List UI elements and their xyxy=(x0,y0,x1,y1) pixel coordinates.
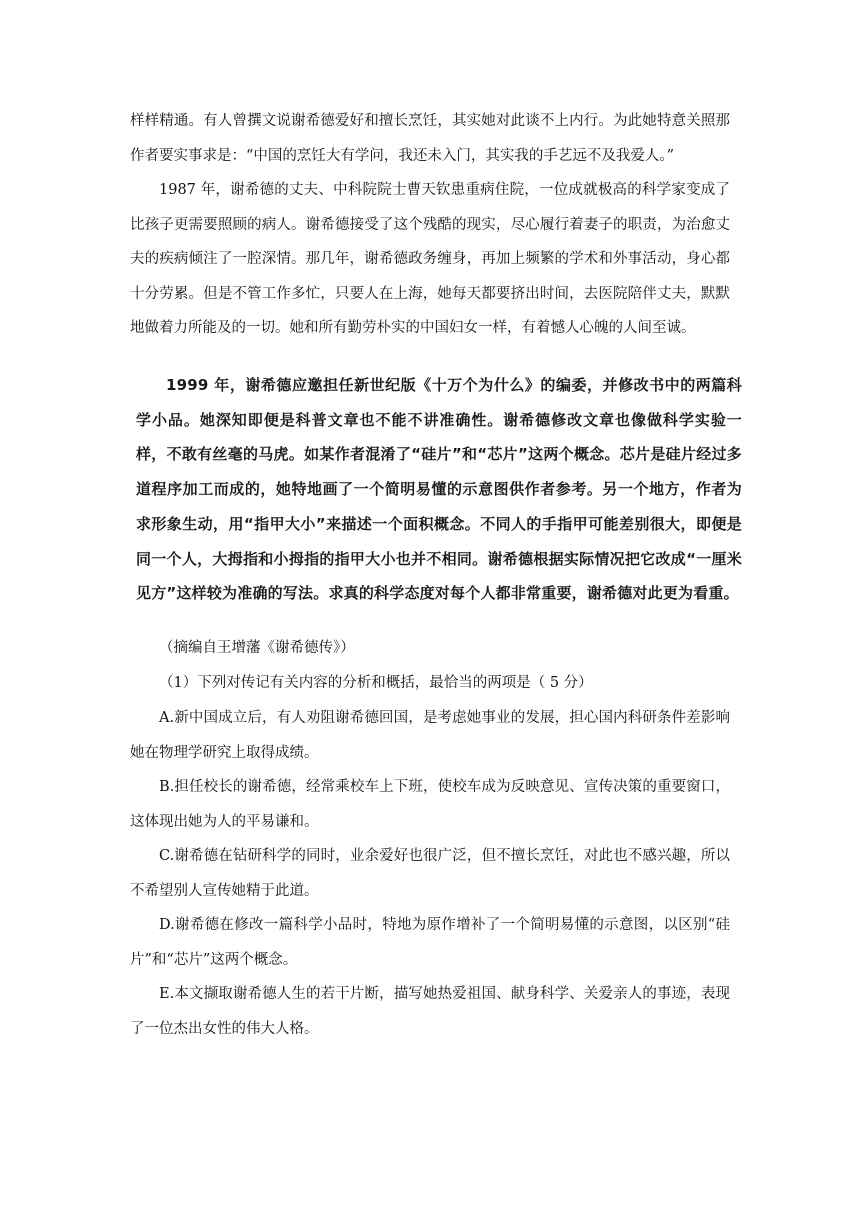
option-a: A.新中国成立后，有人劝阻谢希德回国，是考虑她事业的发展，担心国内科研条件差影响她在物理学研究上取得成绩。 xyxy=(130,710,730,761)
paragraph-cooking: 样样精通。有人曾撰文说谢希德爱好和擅长烹饪，其实她对此谈不上内行。为此她特意关照那作者要实事求是：“中国的烹饪大有学问，我还未入门，其实我的手艺远不及我爱人。” xyxy=(130,113,730,164)
question-stem: （1）下列对传记有关内容的分析和概括，最恰当的两项是（ 5 分） xyxy=(159,675,593,691)
option-b: B.担任校长的谢希德，经常乘校车上下班，使校车成为反映意见、宣传决策的重要窗口，这体现出她为人的平易谦和。 xyxy=(130,779,730,830)
option-e: E.本文撷取谢希德人生的若干片断，描写她热爱祖国、献身科学、关爱亲人的事迹，表现了一位杰出女性的伟大人格。 xyxy=(130,986,730,1037)
paragraph-husband-illness: 1987 年，谢希德的丈夫、中科院院士曹天钦患重病住院，一位成就极高的科学家变成了比孩子更需要照顾的病人。谢希德接受了这个残酷的现实，尽心履行着妻子的职责，为治愈丈夫的疾病倾注了一腔深情。那几年，谢希德政务缠身，再加上频繁的学术和外事活动，身心都十分劳累。但是不管工作多忙，只要人在上海，她每天都要挤出时间，去医院陪伴丈夫，默默地做着力所能及的一切。她和所有勤劳朴实的中国妇女一样，有着憾人心魄的人间至诚。 xyxy=(130,182,730,336)
paragraph-encyclopedia-editing: 1999 年，谢希德应邀担任新世纪版《十万个为什么》的编委，并修改书中的两篇科学小品。她深知即便是科普文章也不能不讲准确性。谢希德修改文章也像做科学实验一样，不敢有丝毫的马虎。如某作者混淆了“硅片”和“芯片”这两个概念。芯片是硅片经过多道程序加工而成的，她特地画了一个简明易懂的示意图供作者参考。另一个地方，作者为求形象生动，用“指甲大小”来描述一个面积概念。不同人的手指甲可能差别很大，即便是同一个人，大拇指和小拇指的指甲大小也并不相同。谢希德根据实际情况把它改成“一厘米见方”这样较为准确的写法。求真的科学态度对每个人都非常重要，谢希德对此更为看重。 xyxy=(136,376,742,603)
source-citation: （摘编自王增藩《谢希德传》） xyxy=(159,640,355,656)
option-c: C.谢希德在钻研科学的同时，业余爱好也很广泛，但不擅长烹饪，对此也不感兴趣，所以不希望别人宣传她精于此道。 xyxy=(130,848,730,899)
option-d: D.谢希德在修改一篇科学小品时，特地为原作增补了一个简明易懂的示意图，以区别“硅片”和“芯片”这两个概念。 xyxy=(130,917,730,968)
